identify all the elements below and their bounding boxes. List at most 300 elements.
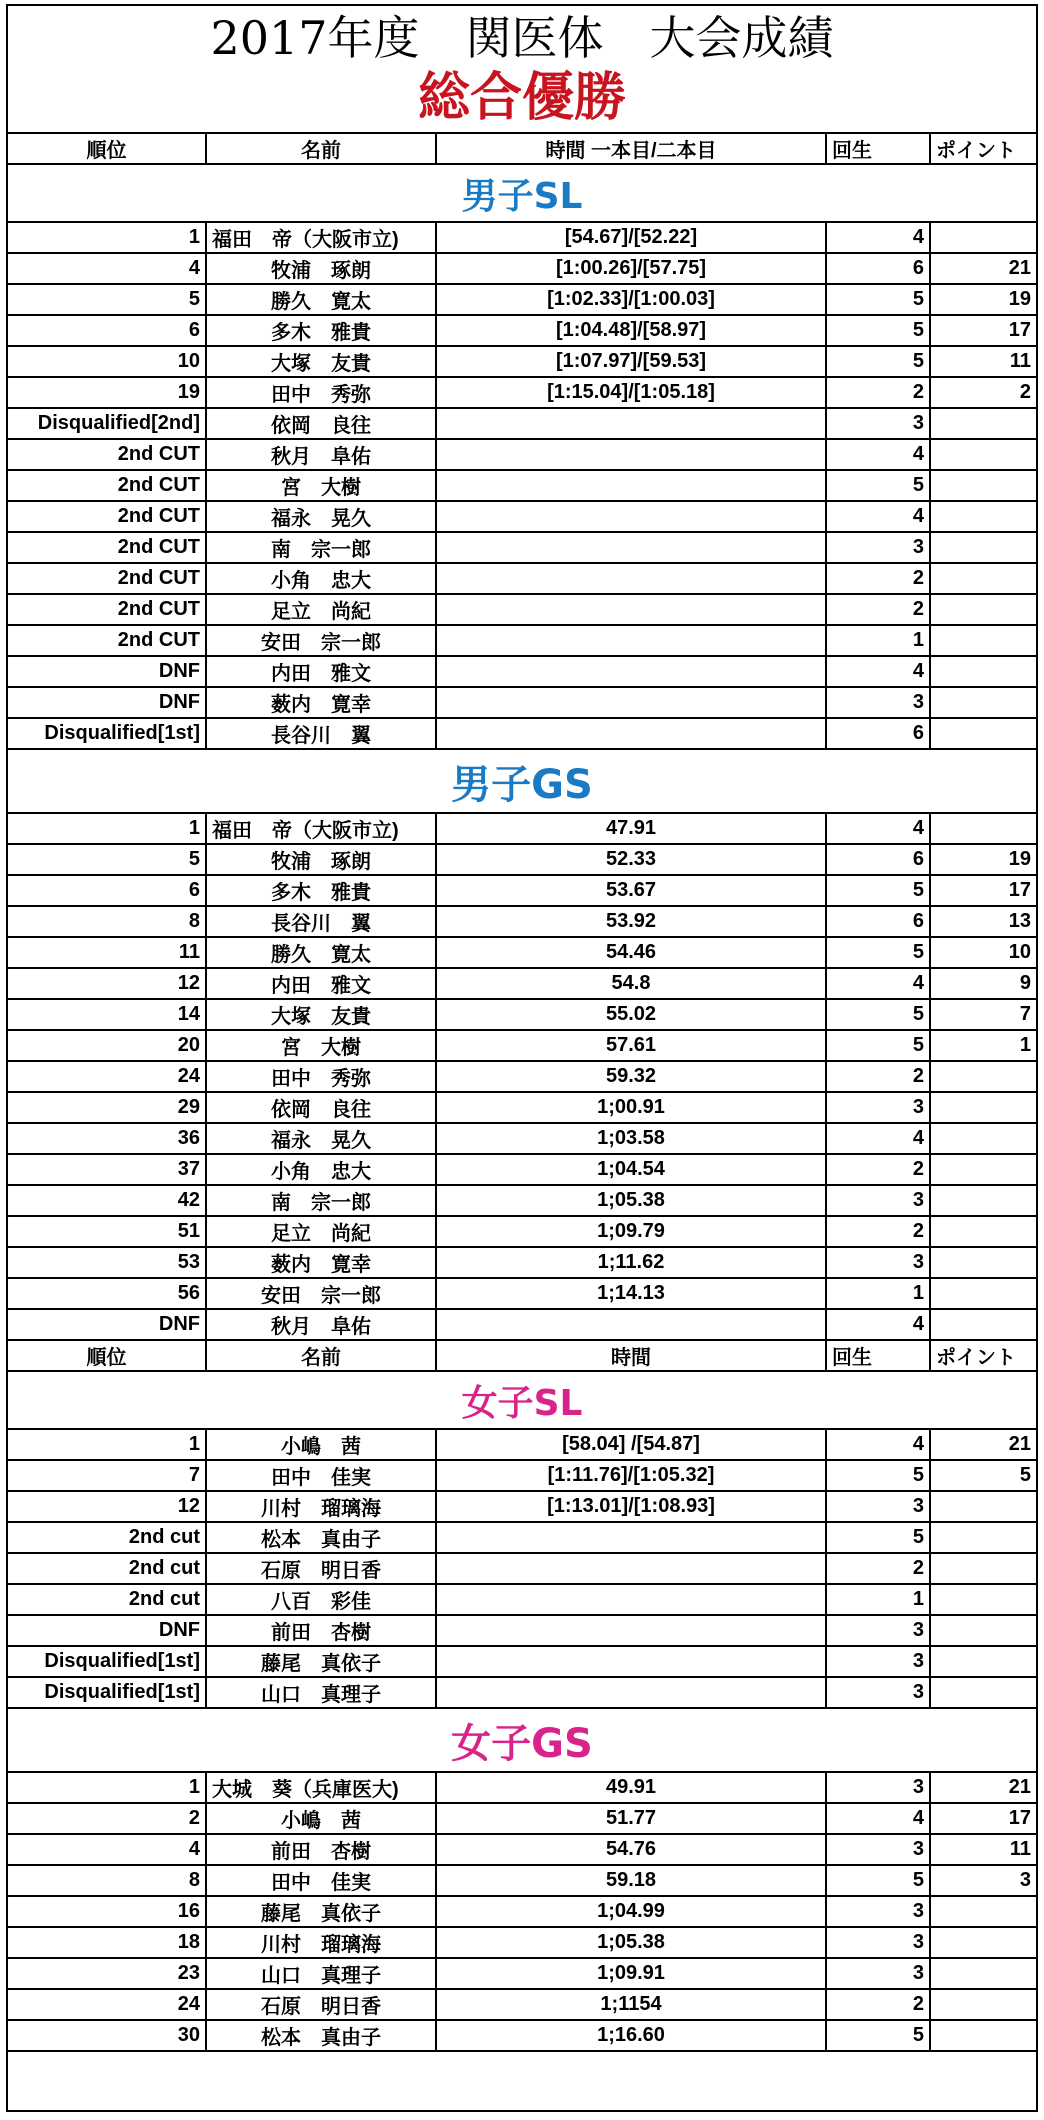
point-cell: 21 bbox=[930, 253, 1036, 284]
rank-cell: 42 bbox=[8, 1185, 206, 1216]
kai-cell: 2 bbox=[826, 1154, 930, 1185]
rank-cell: DNF bbox=[8, 1309, 206, 1340]
table-row bbox=[8, 625, 1036, 656]
name-cell: 福永 晃久 bbox=[206, 501, 436, 532]
table-row bbox=[8, 284, 1036, 315]
name-cell: 山口 真理子 bbox=[206, 1958, 436, 1989]
rank-cell: 24 bbox=[8, 1061, 206, 1092]
point-cell bbox=[930, 1123, 1036, 1154]
table-row bbox=[8, 968, 1036, 999]
name-cell: 安田 宗一郎 bbox=[206, 625, 436, 656]
section-header bbox=[8, 164, 1036, 222]
time-cell: 59.18 bbox=[436, 1865, 826, 1896]
point-cell bbox=[930, 1092, 1036, 1123]
table-row bbox=[8, 656, 1036, 687]
time-cell bbox=[436, 439, 826, 470]
point-cell: 7 bbox=[930, 999, 1036, 1030]
name-cell: 牧浦 琢朗 bbox=[206, 253, 436, 284]
rank-cell: 16 bbox=[8, 1896, 206, 1927]
point-cell: 13 bbox=[930, 906, 1036, 937]
point-cell: 5 bbox=[930, 1460, 1036, 1491]
kai-cell: 5 bbox=[826, 2020, 930, 2051]
name-cell: 田中 佳実 bbox=[206, 1460, 436, 1491]
kai-cell: 6 bbox=[826, 253, 930, 284]
name-cell: 小嶋 茜 bbox=[206, 1803, 436, 1834]
time-cell: 53.92 bbox=[436, 906, 826, 937]
table-row bbox=[8, 1278, 1036, 1309]
table-row bbox=[8, 1123, 1036, 1154]
rank-cell: 53 bbox=[8, 1247, 206, 1278]
table-row bbox=[8, 1989, 1036, 2020]
kai-cell: 6 bbox=[826, 718, 930, 749]
table-row bbox=[8, 1522, 1036, 1553]
point-cell: 17 bbox=[930, 875, 1036, 906]
name-cell: 川村 瑠璃海 bbox=[206, 1927, 436, 1958]
kai-cell: 3 bbox=[826, 1896, 930, 1927]
kai-cell: 5 bbox=[826, 937, 930, 968]
time-cell: 54.46 bbox=[436, 937, 826, 968]
table-row bbox=[8, 1834, 1036, 1865]
point-cell bbox=[930, 501, 1036, 532]
point-cell: 11 bbox=[930, 346, 1036, 377]
rank-cell: 5 bbox=[8, 284, 206, 315]
table-row bbox=[8, 222, 1036, 253]
header-kai: 回生 bbox=[826, 1340, 930, 1371]
point-cell: 11 bbox=[930, 1834, 1036, 1865]
table-row bbox=[8, 1092, 1036, 1123]
point-cell bbox=[930, 222, 1036, 253]
point-cell bbox=[930, 813, 1036, 844]
results-table bbox=[8, 134, 1036, 2052]
time-cell: 1;04.54 bbox=[436, 1154, 826, 1185]
rank-cell: 1 bbox=[8, 1429, 206, 1460]
point-cell bbox=[930, 532, 1036, 563]
kai-cell: 3 bbox=[826, 532, 930, 563]
time-cell: 1;05.38 bbox=[436, 1927, 826, 1958]
rank-cell: 4 bbox=[8, 253, 206, 284]
table-row bbox=[8, 1247, 1036, 1278]
rank-cell: 1 bbox=[8, 813, 206, 844]
table-row bbox=[8, 687, 1036, 718]
time-cell: 47.91 bbox=[436, 813, 826, 844]
point-cell bbox=[930, 656, 1036, 687]
table-row bbox=[8, 315, 1036, 346]
name-cell: 勝久 寛太 bbox=[206, 937, 436, 968]
table-row bbox=[8, 1030, 1036, 1061]
kai-cell: 3 bbox=[826, 1646, 930, 1677]
rank-cell: Disqualified[1st] bbox=[8, 718, 206, 749]
section-title: 女子SL bbox=[8, 1371, 1036, 1429]
time-cell bbox=[436, 470, 826, 501]
kai-cell: 4 bbox=[826, 501, 930, 532]
name-cell: 秋月 阜佑 bbox=[206, 1309, 436, 1340]
point-cell bbox=[930, 1154, 1036, 1185]
time-cell bbox=[436, 594, 826, 625]
name-cell: 福永 晃久 bbox=[206, 1123, 436, 1154]
name-cell: 石原 明日香 bbox=[206, 1553, 436, 1584]
kai-cell: 4 bbox=[826, 656, 930, 687]
name-cell: 南 宗一郎 bbox=[206, 532, 436, 563]
table-row bbox=[8, 1154, 1036, 1185]
time-cell: 51.77 bbox=[436, 1803, 826, 1834]
time-cell bbox=[436, 1553, 826, 1584]
time-cell bbox=[436, 563, 826, 594]
kai-cell: 4 bbox=[826, 1803, 930, 1834]
table-row bbox=[8, 439, 1036, 470]
time-cell: [1:02.33]/[1:00.03] bbox=[436, 284, 826, 315]
rank-cell: 5 bbox=[8, 844, 206, 875]
name-cell: 八百 彩佳 bbox=[206, 1584, 436, 1615]
rank-cell: 51 bbox=[8, 1216, 206, 1247]
rank-cell: 2 bbox=[8, 1803, 206, 1834]
table-row bbox=[8, 1491, 1036, 1522]
time-cell: [1:13.01]/[1:08.93] bbox=[436, 1491, 826, 1522]
point-cell bbox=[930, 1927, 1036, 1958]
table-row bbox=[8, 1553, 1036, 1584]
time-cell: [58.04] /[54.87] bbox=[436, 1429, 826, 1460]
table-row bbox=[8, 594, 1036, 625]
point-cell bbox=[930, 1896, 1036, 1927]
point-cell: 21 bbox=[930, 1772, 1036, 1803]
name-cell: 足立 尚紀 bbox=[206, 1216, 436, 1247]
rank-cell: 12 bbox=[8, 968, 206, 999]
kai-cell: 5 bbox=[826, 315, 930, 346]
point-cell bbox=[930, 408, 1036, 439]
point-cell bbox=[930, 1522, 1036, 1553]
rank-cell: 2nd CUT bbox=[8, 594, 206, 625]
kai-cell: 3 bbox=[826, 1772, 930, 1803]
rank-cell: 2nd cut bbox=[8, 1522, 206, 1553]
kai-cell: 3 bbox=[826, 1615, 930, 1646]
point-cell bbox=[930, 1216, 1036, 1247]
point-cell: 10 bbox=[930, 937, 1036, 968]
rank-cell: 7 bbox=[8, 1460, 206, 1491]
name-cell: 宮 大樹 bbox=[206, 470, 436, 501]
rank-cell: 6 bbox=[8, 315, 206, 346]
kai-cell: 5 bbox=[826, 470, 930, 501]
name-cell: 大城 葵（兵庫医大) bbox=[206, 1772, 436, 1803]
header-row bbox=[8, 134, 1036, 164]
rank-cell: 14 bbox=[8, 999, 206, 1030]
name-cell: 田中 佳実 bbox=[206, 1865, 436, 1896]
header-point: ポイント bbox=[930, 134, 1036, 164]
time-cell: [1:11.76]/[1:05.32] bbox=[436, 1460, 826, 1491]
table-row bbox=[8, 2020, 1036, 2051]
kai-cell: 5 bbox=[826, 1865, 930, 1896]
results-body bbox=[8, 134, 1036, 2051]
table-row bbox=[8, 1429, 1036, 1460]
point-cell bbox=[930, 1061, 1036, 1092]
kai-cell: 2 bbox=[826, 563, 930, 594]
time-cell: 1;05.38 bbox=[436, 1185, 826, 1216]
time-cell bbox=[436, 1584, 826, 1615]
time-cell: 59.32 bbox=[436, 1061, 826, 1092]
point-cell: 17 bbox=[930, 1803, 1036, 1834]
time-cell bbox=[436, 532, 826, 563]
rank-cell: 2nd cut bbox=[8, 1553, 206, 1584]
table-row bbox=[8, 1896, 1036, 1927]
name-cell: 前田 杏樹 bbox=[206, 1615, 436, 1646]
kai-cell: 5 bbox=[826, 346, 930, 377]
kai-cell: 5 bbox=[826, 1460, 930, 1491]
time-cell: [1:15.04]/[1:05.18] bbox=[436, 377, 826, 408]
kai-cell: 4 bbox=[826, 1309, 930, 1340]
point-cell bbox=[930, 1491, 1036, 1522]
kai-cell: 3 bbox=[826, 1092, 930, 1123]
rank-cell: 4 bbox=[8, 1834, 206, 1865]
rank-cell: Disqualified[1st] bbox=[8, 1646, 206, 1677]
time-cell bbox=[436, 1615, 826, 1646]
name-cell: 多木 雅貴 bbox=[206, 875, 436, 906]
time-cell bbox=[436, 718, 826, 749]
time-cell bbox=[436, 1646, 826, 1677]
point-cell: 19 bbox=[930, 284, 1036, 315]
subtitle: 総合優勝 bbox=[417, 68, 626, 128]
name-cell: 小嶋 茜 bbox=[206, 1429, 436, 1460]
kai-cell: 3 bbox=[826, 1185, 930, 1216]
kai-cell: 1 bbox=[826, 1584, 930, 1615]
table-row bbox=[8, 1061, 1036, 1092]
point-cell: 9 bbox=[930, 968, 1036, 999]
name-cell: 内田 雅文 bbox=[206, 656, 436, 687]
rank-cell: 12 bbox=[8, 1491, 206, 1522]
table-row bbox=[8, 1865, 1036, 1896]
time-cell bbox=[436, 625, 826, 656]
table-row bbox=[8, 253, 1036, 284]
header-row-repeat bbox=[8, 1340, 1036, 1371]
table-row bbox=[8, 1615, 1036, 1646]
time-cell: 1;04.99 bbox=[436, 1896, 826, 1927]
point-cell bbox=[930, 625, 1036, 656]
header-name: 名前 bbox=[206, 134, 436, 164]
kai-cell: 3 bbox=[826, 1491, 930, 1522]
table-row bbox=[8, 1958, 1036, 1989]
table-row bbox=[8, 1646, 1036, 1677]
kai-cell: 6 bbox=[826, 906, 930, 937]
time-cell: 53.67 bbox=[436, 875, 826, 906]
header-rank: 順位 bbox=[8, 1340, 206, 1371]
rank-cell: 37 bbox=[8, 1154, 206, 1185]
point-cell bbox=[930, 1584, 1036, 1615]
name-cell: 大塚 友貴 bbox=[206, 999, 436, 1030]
name-cell: 川村 瑠璃海 bbox=[206, 1491, 436, 1522]
table-row bbox=[8, 1309, 1036, 1340]
rank-cell: 18 bbox=[8, 1927, 206, 1958]
name-cell: 南 宗一郎 bbox=[206, 1185, 436, 1216]
time-cell: [1:00.26]/[57.75] bbox=[436, 253, 826, 284]
time-cell: 54.76 bbox=[436, 1834, 826, 1865]
table-row bbox=[8, 999, 1036, 1030]
section-title: 男子GS bbox=[8, 749, 1036, 813]
time-cell: 57.61 bbox=[436, 1030, 826, 1061]
name-cell: 牧浦 琢朗 bbox=[206, 844, 436, 875]
name-cell: 長谷川 翼 bbox=[206, 906, 436, 937]
name-cell: 勝久 寛太 bbox=[206, 284, 436, 315]
name-cell: 山口 真理子 bbox=[206, 1677, 436, 1708]
rank-cell: Disqualified[2nd] bbox=[8, 408, 206, 439]
kai-cell: 5 bbox=[826, 999, 930, 1030]
rank-cell: 30 bbox=[8, 2020, 206, 2051]
rank-cell: 2nd CUT bbox=[8, 532, 206, 563]
table-row bbox=[8, 718, 1036, 749]
time-cell bbox=[436, 1522, 826, 1553]
name-cell: 松本 真由子 bbox=[206, 1522, 436, 1553]
name-cell: 前田 杏樹 bbox=[206, 1834, 436, 1865]
header-name: 名前 bbox=[206, 1340, 436, 1371]
time-cell: 55.02 bbox=[436, 999, 826, 1030]
kai-cell: 6 bbox=[826, 844, 930, 875]
time-cell: 1;00.91 bbox=[436, 1092, 826, 1123]
table-row bbox=[8, 844, 1036, 875]
rank-cell: 2nd CUT bbox=[8, 563, 206, 594]
name-cell: 小角 忠大 bbox=[206, 1154, 436, 1185]
time-cell: 1;09.79 bbox=[436, 1216, 826, 1247]
kai-cell: 2 bbox=[826, 1061, 930, 1092]
time-cell: [1:07.97]/[59.53] bbox=[436, 346, 826, 377]
table-row bbox=[8, 813, 1036, 844]
name-cell: 長谷川 翼 bbox=[206, 718, 436, 749]
header-point: ポイント bbox=[930, 1340, 1036, 1371]
point-cell bbox=[930, 1989, 1036, 2020]
kai-cell: 1 bbox=[826, 1278, 930, 1309]
name-cell: 足立 尚紀 bbox=[206, 594, 436, 625]
kai-cell: 4 bbox=[826, 813, 930, 844]
name-cell: 藤尾 真依子 bbox=[206, 1896, 436, 1927]
title-area bbox=[8, 6, 1036, 134]
section-title: 男子SL bbox=[8, 164, 1036, 222]
kai-cell: 3 bbox=[826, 1677, 930, 1708]
point-cell bbox=[930, 2020, 1036, 2051]
time-cell bbox=[436, 408, 826, 439]
kai-cell: 2 bbox=[826, 1989, 930, 2020]
point-cell bbox=[930, 439, 1036, 470]
table-row bbox=[8, 1460, 1036, 1491]
name-cell: 依岡 良往 bbox=[206, 408, 436, 439]
time-cell: 1;03.58 bbox=[436, 1123, 826, 1154]
name-cell: 大塚 友貴 bbox=[206, 346, 436, 377]
section-header bbox=[8, 1371, 1036, 1429]
time-cell: [1:04.48]/[58.97] bbox=[436, 315, 826, 346]
rank-cell: 2nd cut bbox=[8, 1584, 206, 1615]
name-cell: 松本 真由子 bbox=[206, 2020, 436, 2051]
kai-cell: 2 bbox=[826, 377, 930, 408]
point-cell bbox=[930, 1185, 1036, 1216]
table-row bbox=[8, 937, 1036, 968]
kai-cell: 2 bbox=[826, 1216, 930, 1247]
point-cell bbox=[930, 1247, 1036, 1278]
time-cell bbox=[436, 1677, 826, 1708]
kai-cell: 4 bbox=[826, 222, 930, 253]
results-sheet bbox=[6, 4, 1038, 2112]
rank-cell: Disqualified[1st] bbox=[8, 1677, 206, 1708]
time-cell bbox=[436, 501, 826, 532]
kai-cell: 5 bbox=[826, 1030, 930, 1061]
kai-cell: 3 bbox=[826, 1927, 930, 1958]
time-cell: 1;14.13 bbox=[436, 1278, 826, 1309]
kai-cell: 5 bbox=[826, 875, 930, 906]
header-kai: 回生 bbox=[826, 134, 930, 164]
table-row bbox=[8, 408, 1036, 439]
table-row bbox=[8, 1677, 1036, 1708]
point-cell: 1 bbox=[930, 1030, 1036, 1061]
name-cell: 薮内 寛幸 bbox=[206, 1247, 436, 1278]
point-cell bbox=[930, 1958, 1036, 1989]
kai-cell: 2 bbox=[826, 594, 930, 625]
point-cell bbox=[930, 1278, 1036, 1309]
rank-cell: DNF bbox=[8, 687, 206, 718]
table-row bbox=[8, 532, 1036, 563]
point-cell bbox=[930, 718, 1036, 749]
kai-cell: 2 bbox=[826, 1553, 930, 1584]
rank-cell: 10 bbox=[8, 346, 206, 377]
point-cell bbox=[930, 1677, 1036, 1708]
rank-cell: 11 bbox=[8, 937, 206, 968]
name-cell: 小角 忠大 bbox=[206, 563, 436, 594]
rank-cell: 19 bbox=[8, 377, 206, 408]
table-row bbox=[8, 346, 1036, 377]
header-time: 時間 一本目/二本目 bbox=[436, 134, 826, 164]
name-cell: 秋月 阜佑 bbox=[206, 439, 436, 470]
kai-cell: 4 bbox=[826, 439, 930, 470]
time-cell: 52.33 bbox=[436, 844, 826, 875]
time-cell: 1;11.62 bbox=[436, 1247, 826, 1278]
kai-cell: 3 bbox=[826, 1834, 930, 1865]
header-time: 時間 bbox=[436, 1340, 826, 1371]
point-cell bbox=[930, 563, 1036, 594]
table-row bbox=[8, 1927, 1036, 1958]
point-cell: 19 bbox=[930, 844, 1036, 875]
rank-cell: 23 bbox=[8, 1958, 206, 1989]
kai-cell: 4 bbox=[826, 968, 930, 999]
table-row bbox=[8, 1584, 1036, 1615]
kai-cell: 3 bbox=[826, 1958, 930, 1989]
time-cell: 1;1154 bbox=[436, 1989, 826, 2020]
rank-cell: 2nd CUT bbox=[8, 470, 206, 501]
point-cell bbox=[930, 1309, 1036, 1340]
rank-cell: 24 bbox=[8, 1989, 206, 2020]
point-cell bbox=[930, 470, 1036, 501]
table-row bbox=[8, 470, 1036, 501]
kai-cell: 1 bbox=[826, 625, 930, 656]
section-header bbox=[8, 749, 1036, 813]
table-row bbox=[8, 1803, 1036, 1834]
point-cell: 3 bbox=[930, 1865, 1036, 1896]
rank-cell: 1 bbox=[8, 1772, 206, 1803]
name-cell: 福田 帝（大阪市立) bbox=[206, 813, 436, 844]
kai-cell: 4 bbox=[826, 1123, 930, 1154]
time-cell: 1;09.91 bbox=[436, 1958, 826, 1989]
kai-cell: 5 bbox=[826, 284, 930, 315]
rank-cell: 8 bbox=[8, 1865, 206, 1896]
kai-cell: 5 bbox=[826, 1522, 930, 1553]
table-row bbox=[8, 1185, 1036, 1216]
time-cell: 54.8 bbox=[436, 968, 826, 999]
rank-cell: 2nd CUT bbox=[8, 439, 206, 470]
time-cell: [54.67]/[52.22] bbox=[436, 222, 826, 253]
table-row bbox=[8, 1772, 1036, 1803]
page-title: 2017年度 関医体 大会成績 bbox=[210, 11, 834, 65]
rank-cell: 2nd CUT bbox=[8, 625, 206, 656]
table-row bbox=[8, 1216, 1036, 1247]
kai-cell: 3 bbox=[826, 687, 930, 718]
kai-cell: 4 bbox=[826, 1429, 930, 1460]
rank-cell: 20 bbox=[8, 1030, 206, 1061]
time-cell bbox=[436, 656, 826, 687]
time-cell bbox=[436, 687, 826, 718]
table-row bbox=[8, 875, 1036, 906]
time-cell: 1;16.60 bbox=[436, 2020, 826, 2051]
name-cell: 福田 帝（大阪市立) bbox=[206, 222, 436, 253]
